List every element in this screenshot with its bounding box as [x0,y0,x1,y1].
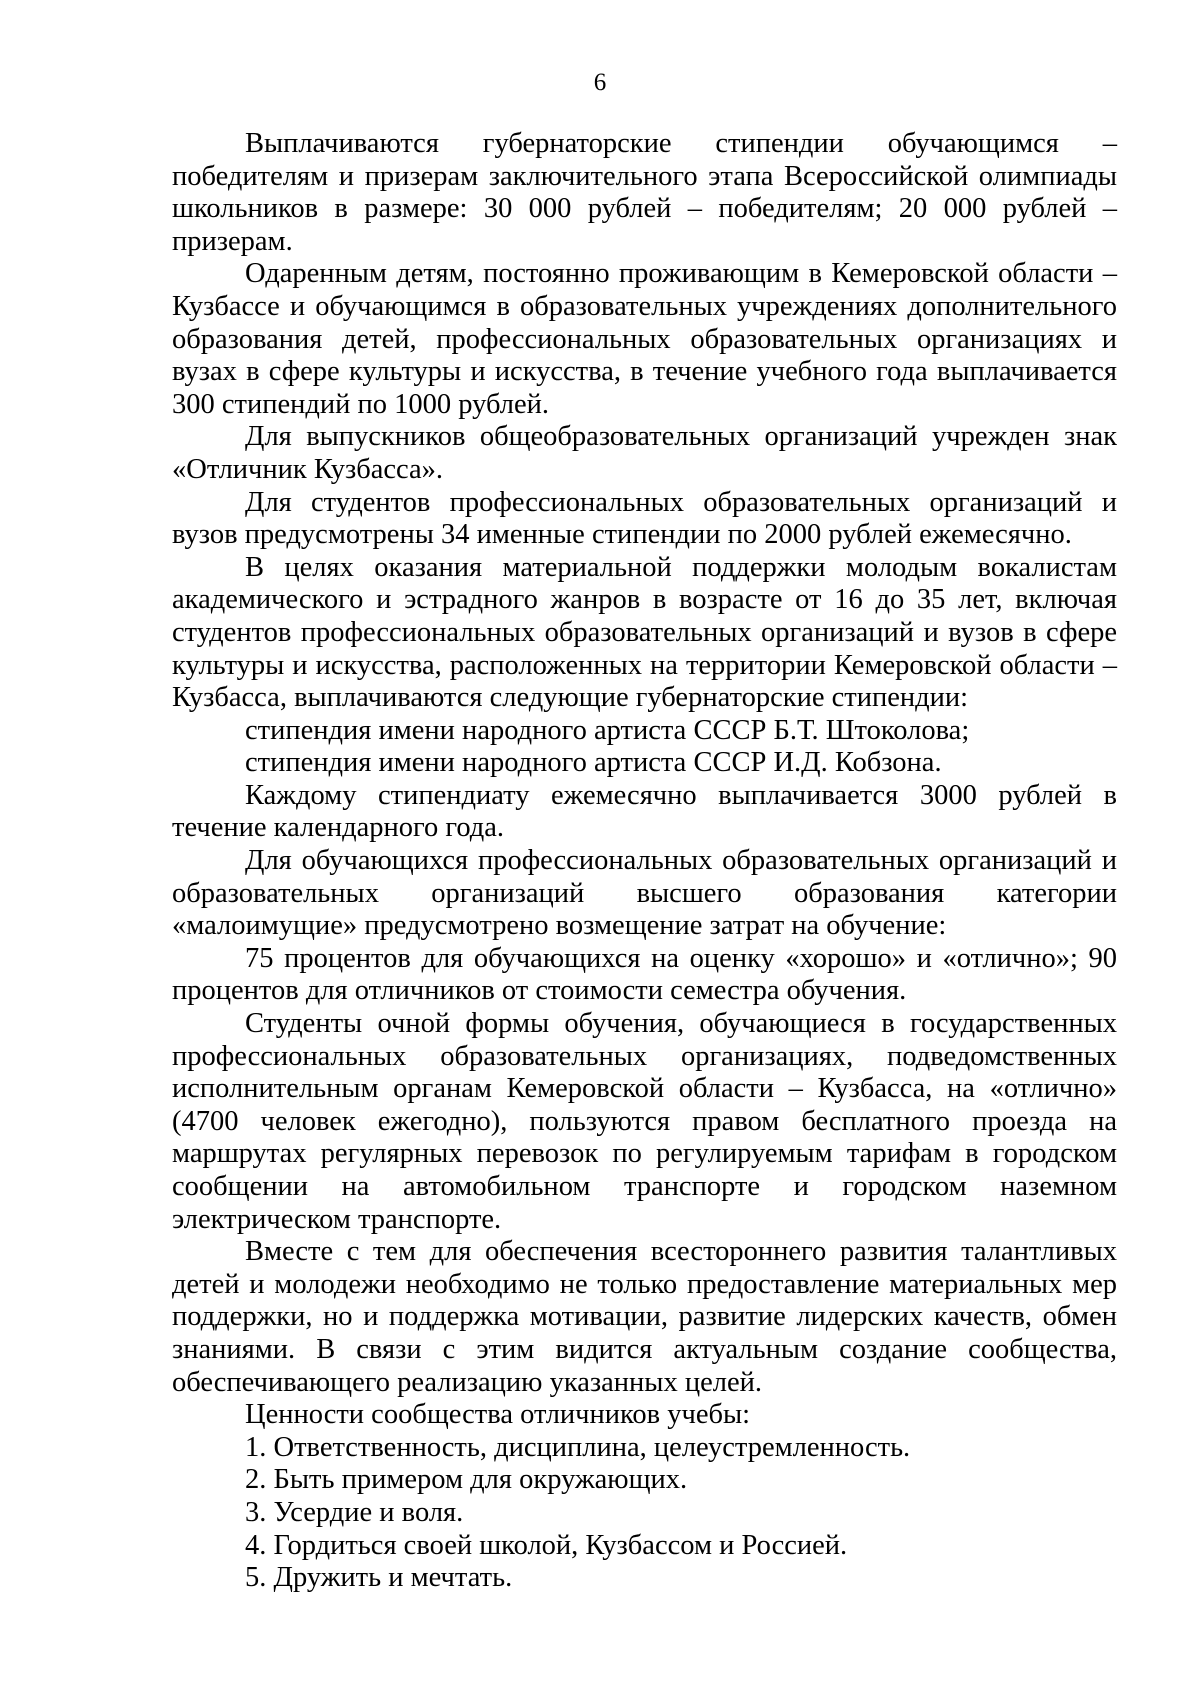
page-number: 6 [593,69,607,96]
paragraph-shtokolov-scholarship: стипендия имени народного артиста СССР Б.Т. Штоколова; [245,714,970,746]
paragraph-gifted-children: Одаренным детям, постоянно проживающим в Кемеровской области – Кузбассе и обучающимся в образовательных учреждениях дополнительного образования детей, профессиональных образовательных организациях и вузах в сфере культуры и искусства, в течение учебного года выплачивается 300 стипендий по 1000 рублей. [172,258,1117,420]
paragraph-monthly-payment: Каждому стипендиату ежемесячно выплачивается 3000 рублей в течение календарного года. [172,779,1117,844]
paragraph-free-travel: Студенты очной формы обучения, обучающиеся в государственных профессиональных образовательных организациях, подведомственных исполнительным органам Кемеровской области – Кузбасса, на «отлично» (4700 человек ежегодно), пользуются правом бесплатного проезда на маршрутах регулярных перевозок по регулируемым тарифам в городском сообщении на автомобильном транспорте и городском наземном электрическом транспорте. [172,1008,1117,1235]
paragraph-community-creation: Вместе с тем для обеспечения всестороннего развития талантливых детей и молодежи необходимо не только предоставление материальных мер поддержки, но и поддержка мотивации, развитие лидерских качеств, обмен знаниями. В связи с этим видится актуальным создание сообщества, обеспечивающего реализацию указанных целей. [172,1236,1117,1398]
paragraph-named-scholarships: Для студентов профессиональных образовательных организаций и вузов предусмотрены 34 именные стипендии по 2000 рублей ежемесячно. [172,486,1117,551]
paragraph-excellent-student-badge: Для выпускников общеобразовательных организаций учрежден знак «Отличник Кузбасса». [172,421,1117,485]
list-item-value-5: 5. Дружить и мечтать. [245,1562,513,1594]
paragraph-kobzon-scholarship: стипендия имени народного артиста СССР И.Д. Кобзона. [245,747,942,779]
paragraph-vocalist-support: В целях оказания материальной поддержки молодым вокалистам академического и эстрадного жанров в возрасте от 16 до 35 лет, включая студентов профессиональных образовательных организаций и вузов в сфере культуры и искусства, расположенных на территории Кемеровской области – Кузбасса, выплачиваются следующие губернаторские стипендии: [172,551,1117,714]
list-item-value-2: 2. Быть примером для окружающих. [245,1464,688,1496]
paragraph-community-values-heading: Ценности сообщества отличников учебы: [245,1399,751,1431]
paragraph-governor-scholarships: Выплачиваются губернаторские стипендии обучающимся – победителям и призерам заключительного этапа Всероссийской олимпиады школьников в размере: 30 000 рублей – победителям; 20 000 рублей – призерам. [172,128,1117,257]
paragraph-low-income-compensation: Для обучающихся профессиональных образовательных организаций и образовательных организаций высшего образования категории «малоимущие» предусмотрено возмещение затрат на обучение: [172,845,1117,942]
list-item-value-1: 1. Ответственность, дисциплина, целеустремленность. [245,1431,911,1463]
list-item-value-3: 3. Усердие и воля. [245,1496,464,1528]
document-body [172,128,1117,1595]
list-item-value-4: 4. Гордиться своей школой, Кузбассом и Россией. [245,1529,848,1561]
paragraph-compensation-percent: 75 процентов для обучающихся на оценку «хорошо» и «отлично»; 90 процентов для отличников от стоимости семестра обучения. [172,942,1117,1007]
